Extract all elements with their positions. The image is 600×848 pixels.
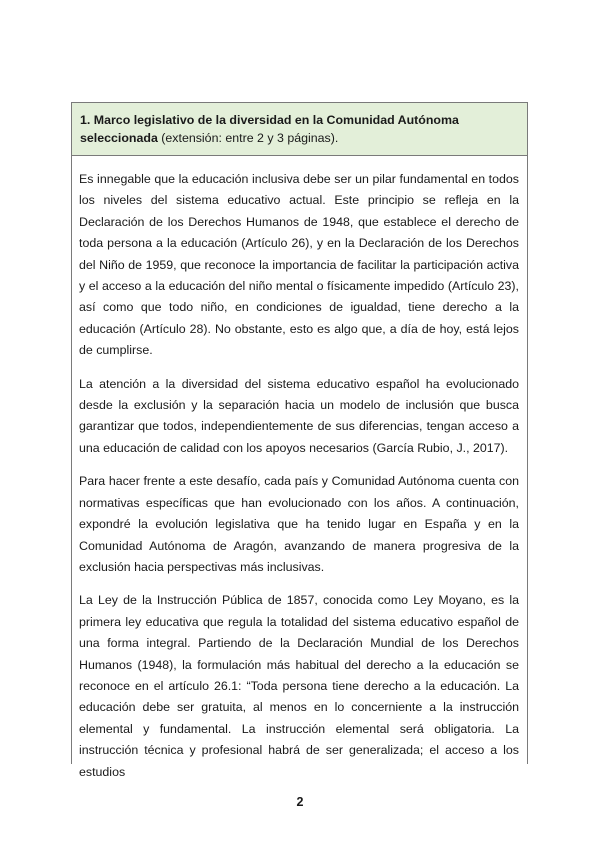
paragraph-ley-moyano: La Ley de la Instrucción Pública de 1857, conocida como Ley Moyano, es la primera ley educativa que regula la totalidad del sistema educativo español de una forma integral. Partiendo de la Declaración Mundial de los Derechos Humanos (1948), la formulación más habitual del derecho a la educación se reconoce en el artículo 26.1: “Toda persona tiene derecho a la educación. La educación debe ser gratuita, al menos en lo concerniente a la instrucción elemental y fundamental. La instrucción elemental será obligatoria. La instrucción técnica y profesional habrá de ser generalizada; el acceso a los estudios [79,593,519,779]
section-heading [72,103,527,156]
section-body [72,156,527,783]
paragraph-intro: Es innegable que la educación inclusiva debe ser un pilar fundamental en todos los niveles del sistema educativo actual. Este principio se refleja en la Declaración de los Derechos Humanos de 1948, que establece el derecho de toda persona a la educación (Artículo 26), y en la Declaración de los Derechos del Niño de 1959, que reconoce la importancia de facilitar la participación activa y el acceso a la educación del niño mental o físicamente impedido (Artículo 23), así como que todo niño, en condiciones de igualdad, tiene derecho a la educación (Artículo 28). No obstante, esto es algo que, a día de hoy, está lejos de cumplirse. [79,172,519,358]
section-table [71,102,528,779]
paragraph-diversity: La atención a la diversidad del sistema educativo español ha evolucionado desde la exclusión y la separación hacia un modelo de inclusión que busca garantizar que todos, independientemente de sus diferencias, tengan acceso a una educación de calidad con los apoyos necesarios (García Rubio, J., 2017). [79,376,519,455]
section-title-note: (extensión: entre 2 y 3 páginas). [157,130,339,145]
paragraph-challenge: Para hacer frente a este desafío, cada país y Comunidad Autónoma cuenta con normativas específicas que han evolucionado con los años. A continuación, expondré la evolución legislativa que ha tenido lugar en España y en la Comunidad Autónoma de Aragón, avanzando de manera progresiva de la exclusión hacia perspectivas más inclusivas. [79,474,519,574]
section-title: 1. Marco legislativo de la diversidad en la Comunidad Autónoma seleccionada [80,113,459,145]
page-number: 2 [296,795,304,809]
